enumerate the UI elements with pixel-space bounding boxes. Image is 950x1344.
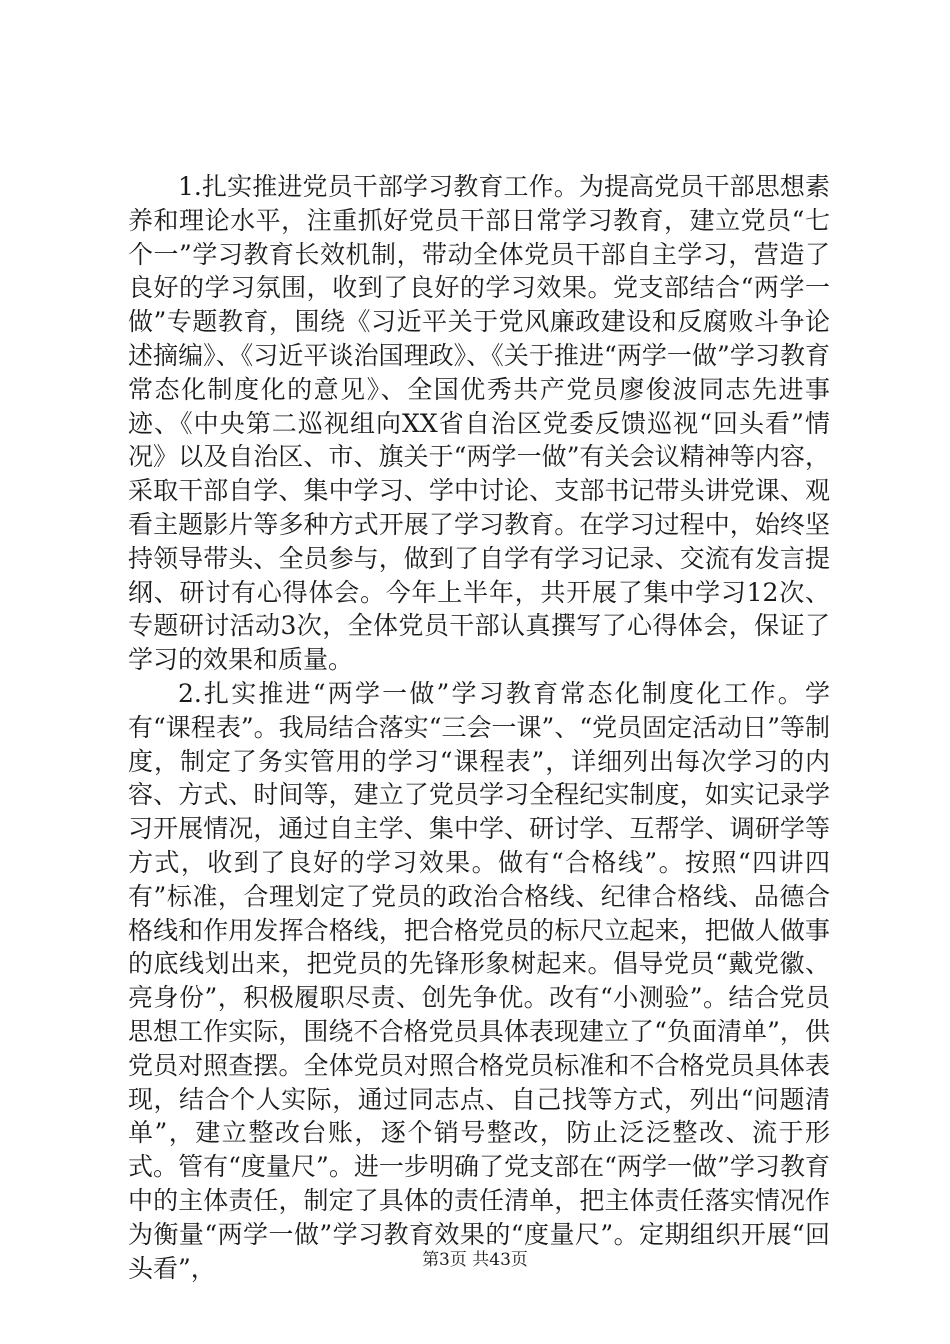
paragraph-two-studies-one-action: 2.扎实推进“两学一做”学习教育常态化制度化工作。学有“课程表”。我局结合落实“三会一课”、“党员固定活动日”等制度，制定了务实管用的学习“课程表”，详细列出每次学习的内容、方式、时间等，建立了党员学习全程纪实制度，如实记录学习开展情况，通过自主学、集中学、研讨学、互帮学、调研学等方式，收到了良好的学习效果。做有“合格线”。按照“四讲四有”标准，合理划定了党员的政治合格线、纪律合格线、品德合格线和作用发挥合格线，把合格党员的标尺立起来，把做人做事的底线划出来，把党员的先锋形象树起来。倡导党员“戴党徽、亮身份”，积极履职尽责、创先争优。改有“小测验”。结合党员思想工作实际，围绕不合格党员具体表现建立了“负面清单”，供党员对照查摆。全体党员对照合格党员标准和不合格党员具体表现，结合个人实际，通过同志点、自己找等方式，列出“问题清单”，建立整改台账，逐个销号整改，防止泛泛整改、流于形式。管有“度量尺”。进一步明确了党支部在“两学一做”学习教育中的主体责任，制定了具体的责任清单，把主体责任落实情况作为衡量“两学一做”学习教育效果的“度量尺”。定期组织开展“回头看”， [128,678,830,1283]
page-number-footer: 第3页 共43页 [422,1250,528,1270]
paragraph-study-education: 1.扎实推进党员干部学习教育工作。为提高党员干部思想素养和理论水平，注重抓好党员干部日常学习教育，建立党员“七个一”学习教育长效机制，带动全体党员干部自主学习，营造了良好的学习氛围，收到了良好的学习效果。党支部结合“两学一做”专题教育，围绕《习近平关于党风廉政建设和反腐败斗争论述摘编》、《习近平谈治国理政》、《关于推进“两学一做”学习教育常态化制度化的意见》、全国优秀共产党员廖俊波同志先进事迹、《中央第二巡视组向XX省自治区党委反馈巡视“回头看”情况》以及自治区、市、旗关于“两学一做”有关会议精神等内容，采取干部自学、集中学习、学中讨论、支部书记带头讲党课、观看主题影片等多种方式开展了学习教育。在学习过程中，始终坚持领导带头、全员参与，做到了自学有学习记录、交流有发言提纲、研讨有心得体会。今年上半年，共开展了集中学习12次、专题研讨活动3次，全体党员干部认真撰写了心得体会，保证了学习的效果和质量。 [128,172,830,675]
document-body [128,170,830,1285]
